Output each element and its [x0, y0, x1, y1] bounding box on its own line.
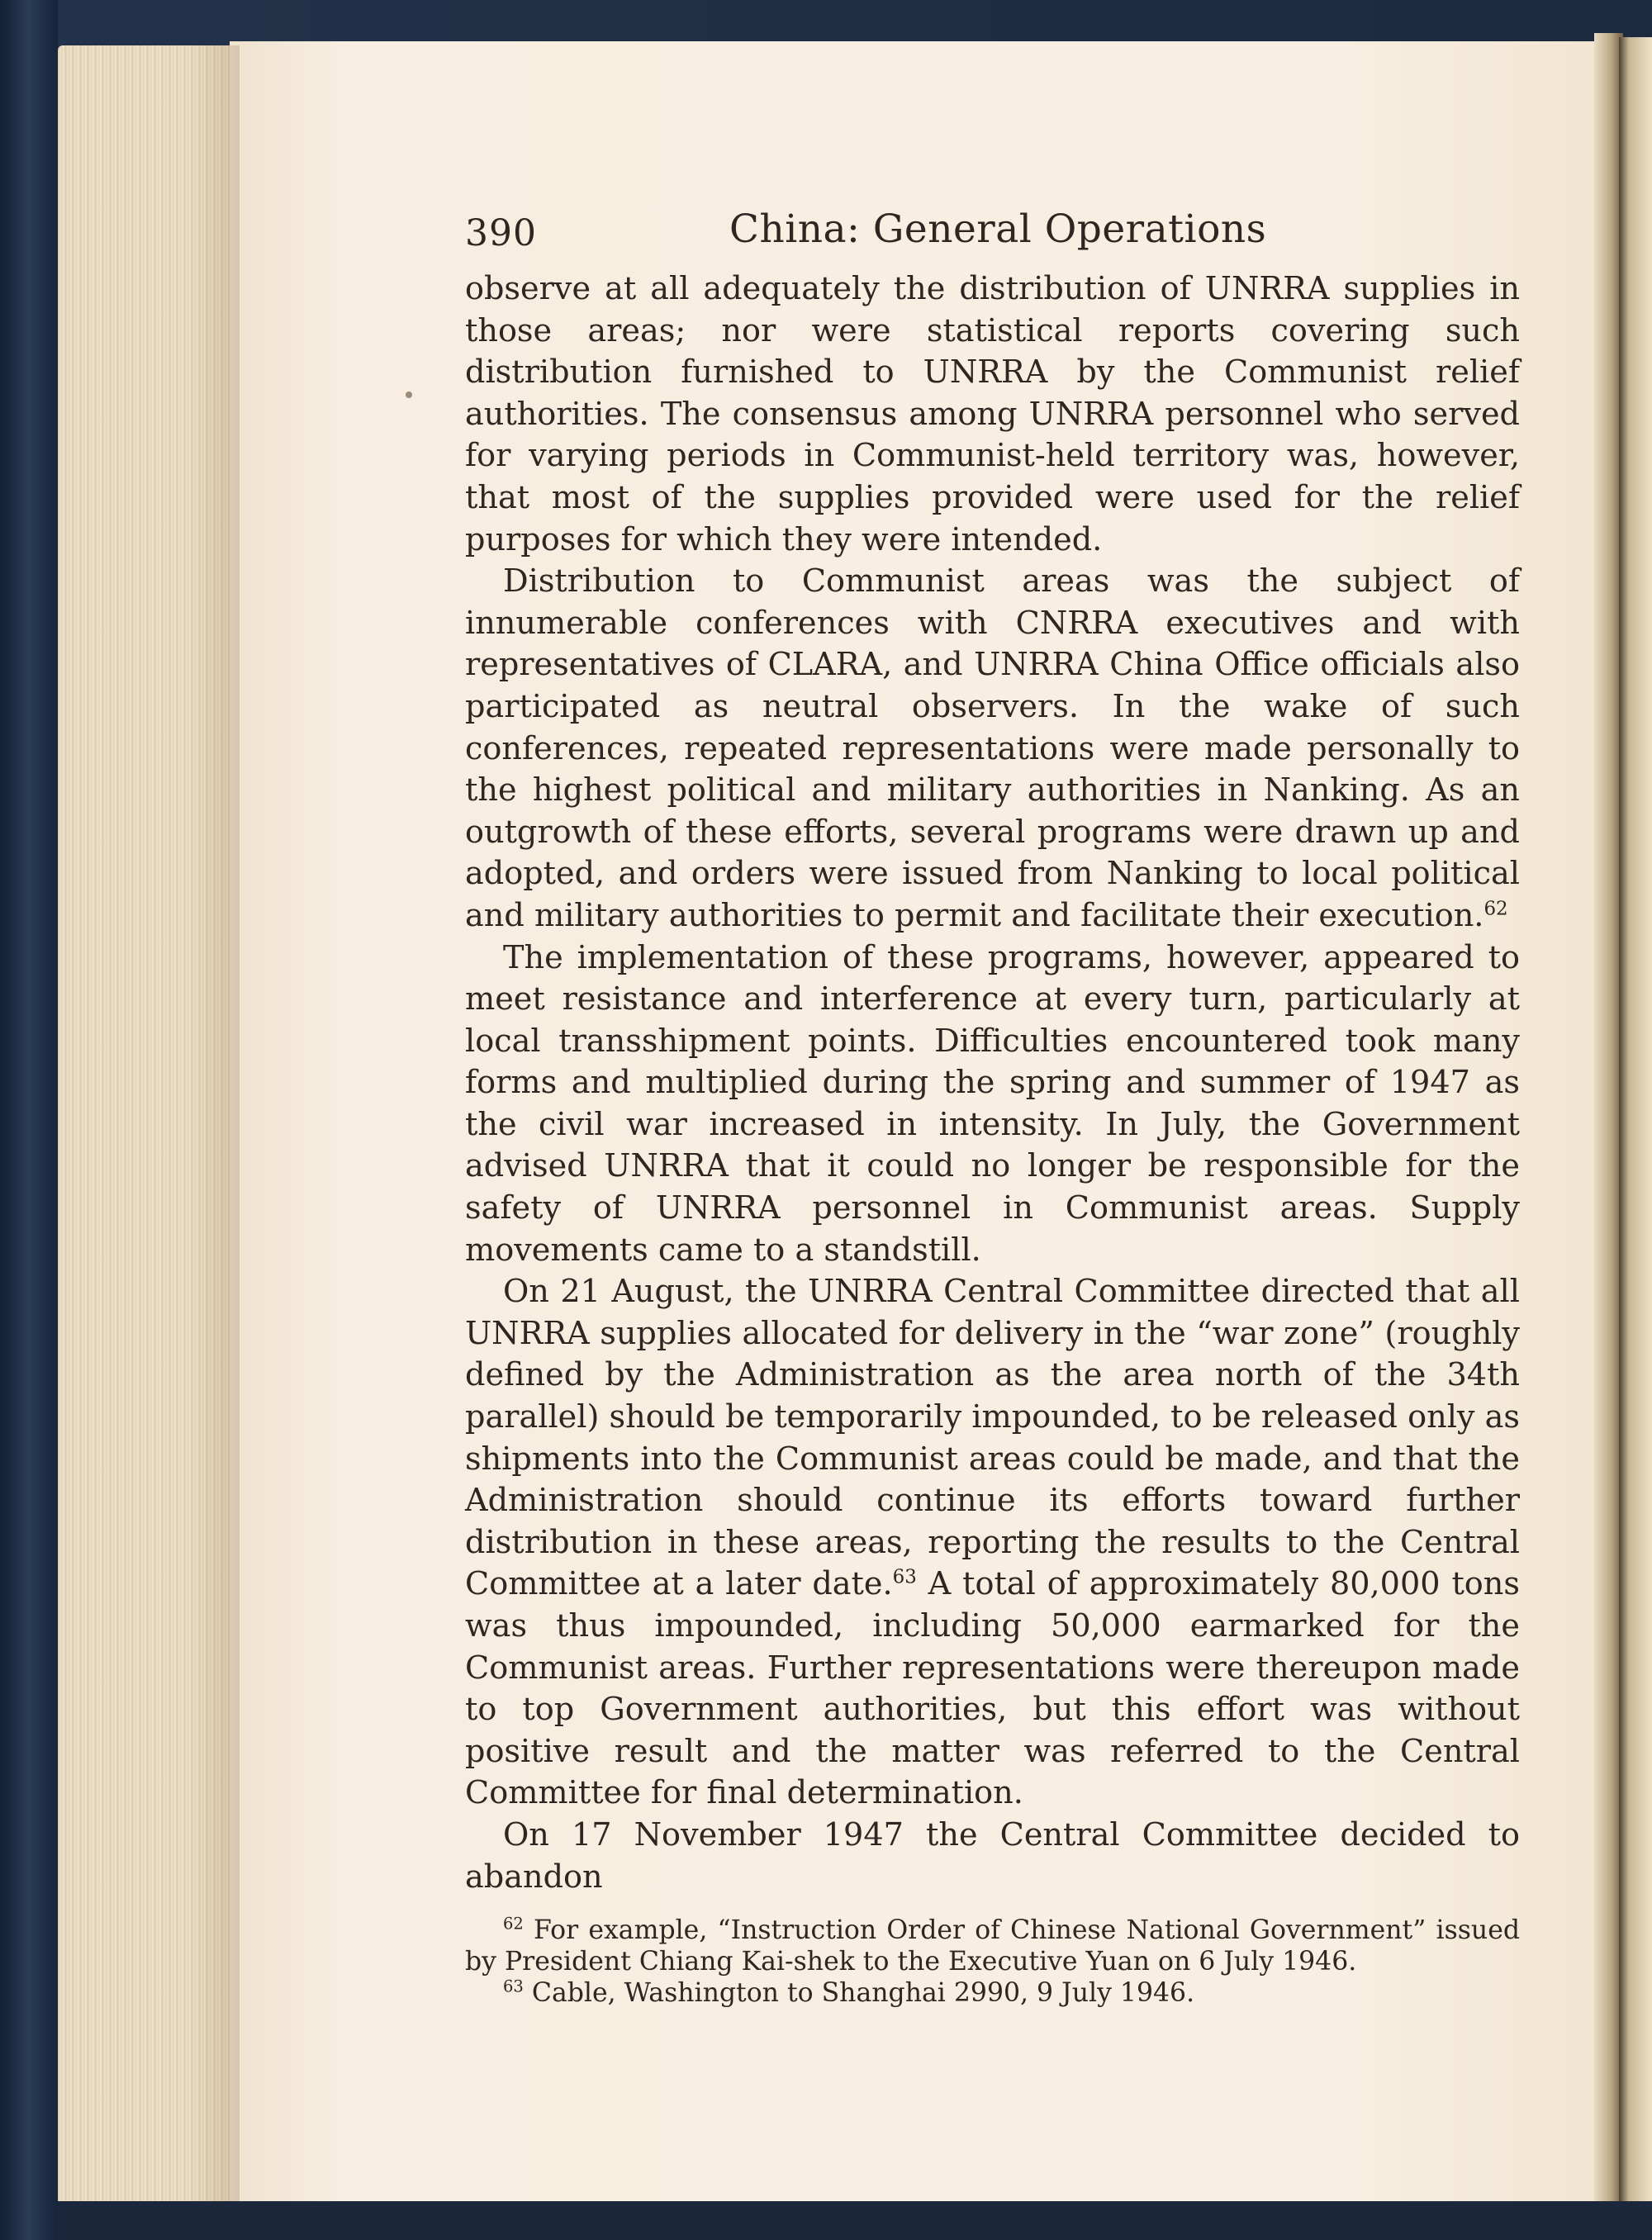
footnote-text: Cable, Washington to Shanghai 2990, 9 July 1946.	[531, 1978, 1195, 2009]
paragraph-text: On 21 August, the UNRRA Central Committee directed that all UNRRA supplies allocated for delivery in the “war zone” (roughly defined by the Administration as the area north of the 34th parallel) should be temporarily impounded, to be released only as shipments into the Communist areas could be made, and that the Administration should continue its efforts toward further distribution in these areas, reporting the results to the Central Committee at a later date.	[465, 1274, 1520, 1603]
footnotes	[465, 1915, 1520, 2009]
paragraph-1	[465, 268, 1520, 561]
page-shadow	[190, 45, 240, 2209]
footnote-63	[465, 1977, 1520, 2009]
footnote-mark: 62	[503, 1914, 524, 1934]
paragraph-5	[465, 1815, 1520, 1898]
page-text-block	[465, 202, 1520, 2009]
paragraph-text: On 17 November 1947 the Central Committee decided to abandon	[465, 1816, 1520, 1896]
paragraph-3	[465, 937, 1520, 1272]
paragraph-text: A total of approximately 80,000 tons was thus impounded, including 50,000 earmarked for the Communist areas. Further representations were thereupon made to top Government authorities, but this effort was without positive result and the matter was referred to the Central Committee for final determination.	[465, 1566, 1520, 1812]
page-number: 390	[465, 212, 537, 254]
paragraph-text: The implementation of these programs, however, appeared to meet resistance and interference at every turn, particularly at local transshipment points. Difficulties encountered took many forms and multiplied during the spring and summer of 1947 as the civil war increased in intensity. In July, the Government advised UNRRA that it could no longer be responsible for the safety of UNRRA personnel in Communist areas. Supply movements came to a standstill.	[465, 939, 1520, 1269]
paragraph-2	[465, 561, 1520, 937]
book-bottom-edge	[58, 2201, 1652, 2240]
paper-speck	[406, 392, 412, 398]
footnote-mark: 63	[503, 1977, 524, 1996]
paragraph-4	[465, 1271, 1520, 1815]
facing-page-sliver	[1619, 37, 1652, 2218]
footnote-reference-62[interactable]: 62	[1483, 898, 1508, 920]
running-head	[465, 202, 1520, 268]
body-text	[465, 268, 1520, 1898]
footnote-reference-63[interactable]: 63	[892, 1566, 917, 1588]
footnote-62	[465, 1915, 1520, 1977]
page-title: China: General Operations	[729, 206, 1267, 252]
paragraph-text: observe at all adequately the distribution of UNRRA supplies in those areas; nor were statistical reports covering such distribution furnished to UNRRA by the Communist relief authorities. The consensus among UNRRA personnel who served for varying periods in Communist-held territory was, however, that most of the supplies provided were used for the relief purposes for which they were intended.	[465, 271, 1520, 558]
paragraph-text: Distribution to Communist areas was the subject of innumerable conferences with CNRRA executives and with representatives of CLARA, and UNRRA China Office officials also participated as neutral observers. In the wake of such conferences, repeated representations were made personally to the highest political and military authorities in Nanking. As an outgrowth of these efforts, several programs were drawn up and adopted, and orders were issued from Nanking to local political and military authorities to permit and facilitate their execution.	[465, 563, 1520, 934]
book-cover-edge	[0, 0, 58, 2240]
footnote-text: For example, “Instruction Order of Chinese National Government” issued by President Chiang Kai-shek to the Executive Yuan on 6 July 1946.	[465, 1915, 1521, 1977]
